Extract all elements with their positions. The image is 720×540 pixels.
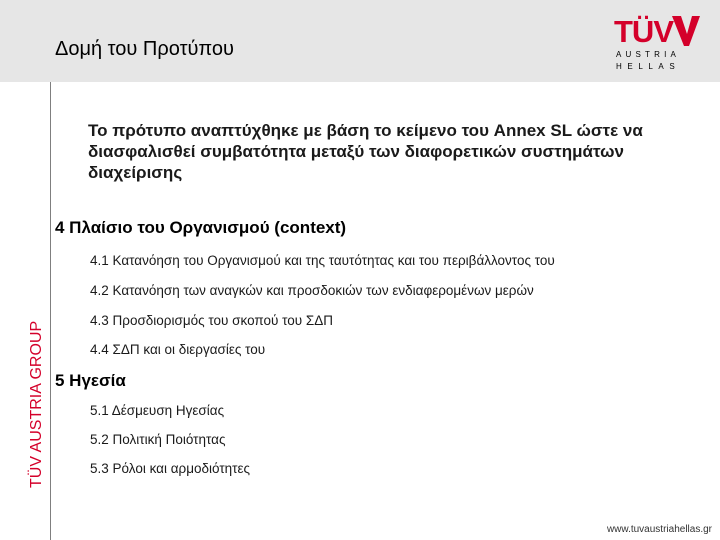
logo-brand: TÜV: [614, 14, 673, 49]
logo-line-austria: AUSTRIA: [616, 50, 681, 59]
list-item: 4.4 ΣΔΠ και οι διεργασίες του: [90, 342, 266, 357]
list-item: 5.3 Ρόλοι και αρμοδιότητες: [90, 461, 251, 476]
list-item: 5.1 Δέσμευση Ηγεσίας: [90, 403, 225, 418]
intro-text: Το πρότυπο αναπτύχθηκε με βάση το κείμενο του Annex SL ώστε να διασφαλισθεί συμβατότητα μεταξύ των διαφορετικών συστημάτων διαχείρισης: [88, 121, 643, 182]
list-item: 4.1 Κατανόηση του Οργανισμού και της ταυτότητας και του περιβάλλοντος του: [90, 253, 555, 268]
list-item: 4.2 Κατανόηση των αναγκών και προσδοκιών των ενδιαφερομένων μερών: [90, 283, 534, 298]
section-heading-context: 4 Πλαίσιο του Οργανισμού (context): [55, 218, 347, 237]
group-label: TÜV AUSTRIA GROUP: [28, 320, 45, 488]
side-divider: [50, 82, 51, 540]
page-title: Δομή του Προτύπου: [55, 38, 234, 60]
logo-check-icon: [672, 16, 700, 46]
list-item: 4.3 Προσδιορισμός του σκοπού του ΣΔΠ: [90, 313, 334, 328]
tuv-logo: [612, 14, 698, 74]
footer-url: www.tuvaustriahellas.gr: [606, 524, 712, 535]
list-item: 5.2 Πολιτική Ποιότητας: [90, 432, 226, 447]
logo-line-hellas: HELLAS: [616, 62, 681, 71]
section-heading-leadership: 5 Ηγεσία: [55, 371, 126, 390]
